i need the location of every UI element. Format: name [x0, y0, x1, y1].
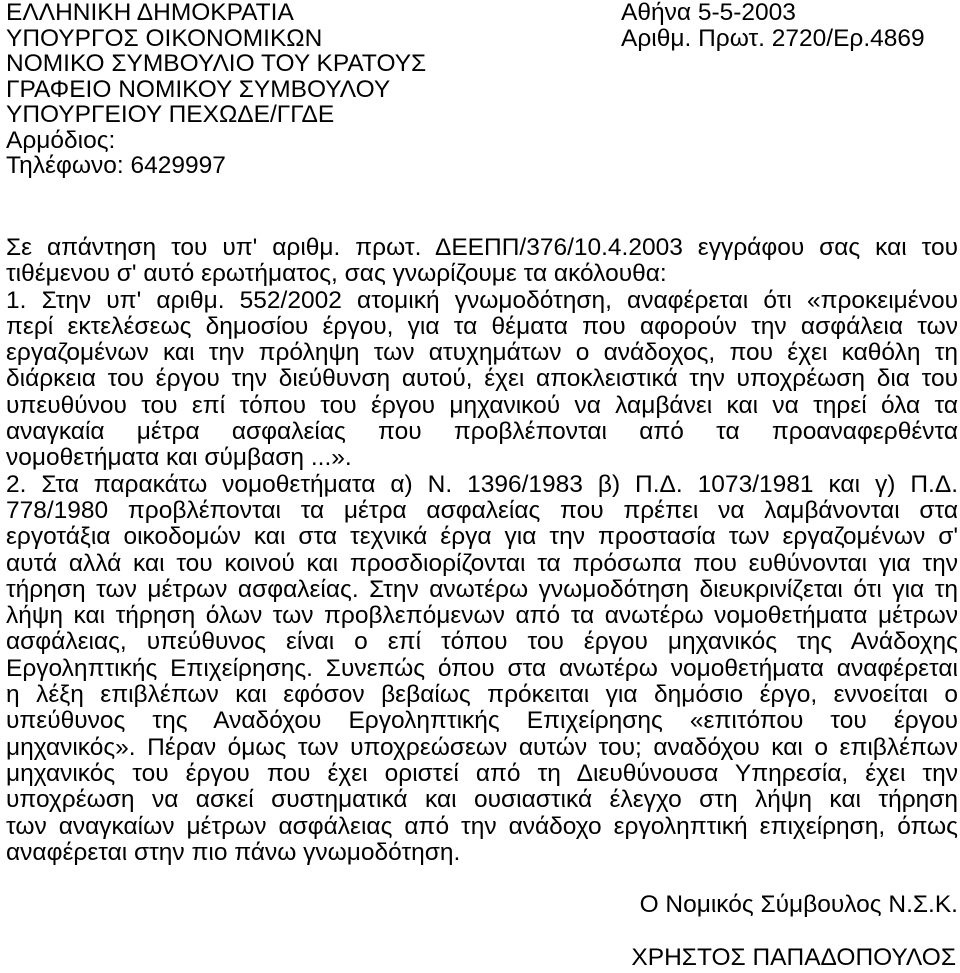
text-line: αυτά αλλά και του κοινού και προσδιορίζονται τα πρόσωπα που ευθύνονται για την	[6, 549, 958, 577]
text-line: υποχρέωση να ασκεί συστηματικά και ουσιαστικά έλεγχο στη λήψη και τήρηση	[6, 786, 958, 814]
reference-block	[621, 0, 925, 51]
letter-body	[6, 235, 958, 866]
letterhead-council: ΝΟΜΙΚΟ ΣΥΜΒΟΥΛΙΟ ΤΟΥ ΚΡΑΤΟΥΣ	[6, 50, 427, 77]
text-line: 1. Στην υπ' αριθμ. 552/2002 ατομική γνωμοδότηση, αναφέρεται ότι «προκειμένου	[6, 286, 958, 314]
text-line: 778/1980 προβλέπονται τα μέτρα ασφαλείας που πρέπει να λαμβάνονται στα	[6, 496, 958, 524]
text-line: υπεύθυνος της Αναδόχου Εργοληπτικής Επιχείρησης «επιτόπου του έργου	[6, 707, 958, 735]
letterhead-ministry: ΥΠΟΥΡΓΟΣ ΟΙΚΟΝΟΜΙΚΩΝ	[6, 24, 323, 52]
letterhead-department: ΥΠΟΥΡΓΕΙΟΥ ΠΕΧΩΔΕ/ΓΓΔΕ	[6, 101, 335, 128]
protocol-number: Αριθμ. Πρωτ. 2720/Ερ.4869	[621, 24, 925, 52]
signature-block	[631, 892, 958, 971]
text-line: τήρηση των μέτρων ασφαλείας. Στην ανωτέρω γνωμοδότηση διευκρινίζεται ότι για τη	[6, 575, 958, 603]
text-line: μηχανικός». Πέραν όμως των υποχρεώσεων αυτών του; αναδόχου και ο επιβλέπων	[6, 733, 958, 761]
text-line: αναφέρεται στην πιο πάνω γνωμοδότηση.	[6, 838, 461, 866]
item-2-paragraph	[6, 472, 958, 866]
text-line: τιθέμενου σ' αυτό ερωτήματος, σας γνωρίζουμε τα ακόλουθα:	[6, 260, 667, 288]
letterhead-officer: Αρμόδιος:	[6, 126, 116, 154]
intro-paragraph	[6, 235, 958, 288]
text-line: η λέξη επιβλέπων και εφόσον βεβαίως πρόκειται για δημόσιο έργο, εννοείται ο	[6, 681, 958, 709]
letterhead-phone: Τηλέφωνο: 6429997	[6, 152, 226, 179]
text-line: ασφάλειας, υπεύθυνος είναι ο επί τόπου του έργου μηχανικός της Ανάδοχης	[6, 628, 958, 656]
letterhead-country: ΕΛΛΗΝΙΚΗ ΔΗΜΟΚΡΑΤΙΑ	[6, 0, 294, 26]
text-line: εργαζομένων και την πρόληψη των ατυχημάτων ο ανάδοχος, που έχει καθόλη τη	[6, 339, 958, 367]
letterhead	[6, 0, 426, 179]
item-1-paragraph	[6, 288, 958, 472]
text-line: υπευθύνου του επί τόπου του έργου μηχανικού να λαμβάνει και να τηρεί όλα τα	[6, 391, 958, 419]
text-line: νομοθετήματα και σύμβαση ...».	[6, 444, 352, 472]
text-line: μηχανικός του έργου που έχει οριστεί από τη Διευθύνουσα Υπηρεσία, έχει την	[6, 759, 958, 787]
text-line: των αναγκαίων μέτρων ασφάλειας από την ανάδοχο εργοληπτική επιχείρηση, όπως	[6, 812, 958, 840]
document-date: Αθήνα 5-5-2003	[621, 0, 796, 26]
text-line: εργοτάξια οικοδομών και στα τεχνικά έργα για την προστασία των εργαζομένων σ'	[6, 523, 958, 551]
signatory-name: ΧΡΗΣΤΟΣ ΠΑΠΑΔΟΠΟΥΛΟΣ	[631, 944, 956, 971]
text-line: λήψη και τήρηση όλων των προβλεπόμενων από τα ανωτέρω νομοθετήματα μέτρων	[6, 602, 958, 630]
text-line: αναγκαία μέτρα ασφαλείας που προβλέπονται από τα προαναφερθέντα	[6, 418, 958, 446]
letterhead-office: ΓΡΑΦΕΙΟ ΝΟΜΙΚΟΥ ΣΥΜΒΟΥΛΟΥ	[6, 75, 391, 103]
text-line: 2. Στα παρακάτω νομοθετήματα α) Ν. 1396/1983 β) Π.Δ. 1073/1981 και γ) Π.Δ.	[6, 470, 958, 498]
text-line: διάρκεια του έργου την διεύθυνση αυτού, έχει αποκλειστικά την υποχρέωση δια του	[6, 365, 958, 393]
text-line: περί εκτελέσεως δημοσίου έργου, για τα θέματα που αφορούν την ασφάλεια των	[6, 312, 958, 340]
text-line: Εργοληπτικής Επιχείρησης. Συνεπώς όπου στα ανωτέρω νομοθετήματα αναφέρεται	[6, 654, 958, 682]
text-line: Σε απάντηση του υπ' αριθμ. πρωτ. ΔΕΕΠΠ/376/10.4.2003 εγγράφου σας και του	[6, 234, 958, 261]
signatory-title: Ο Νομικός Σύμβουλος Ν.Σ.Κ.	[639, 891, 958, 918]
